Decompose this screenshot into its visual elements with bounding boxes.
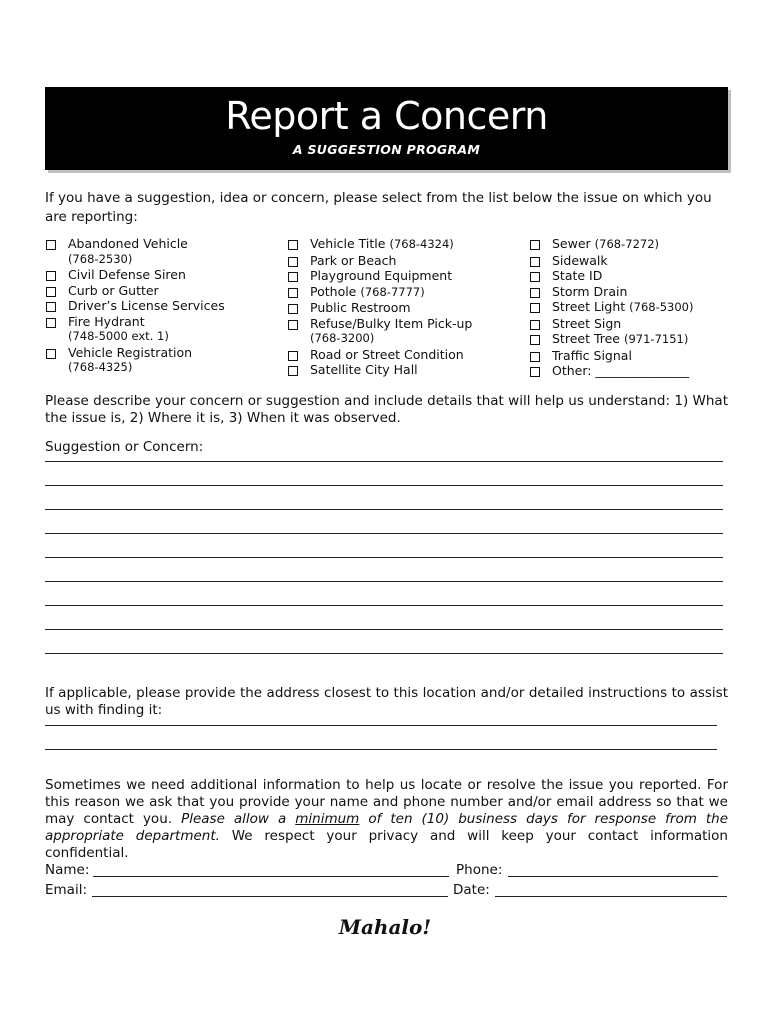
- issue-label-text: Fire Hydrant: [68, 313, 145, 329]
- checkbox[interactable]: [288, 257, 298, 267]
- issue-option[interactable]: [46, 236, 276, 252]
- issue-option[interactable]: [288, 316, 518, 332]
- issue-option[interactable]: [288, 300, 518, 316]
- privacy-text: We respect your privacy and will keep your contact information confidential.: [45, 828, 728, 861]
- issue-label-text: Public Restroom: [310, 300, 411, 315]
- suggestion-line[interactable]: [45, 605, 723, 606]
- suggestion-line[interactable]: [45, 461, 723, 462]
- issue-option[interactable]: [530, 363, 740, 379]
- issue-option[interactable]: [46, 283, 276, 299]
- issue-label-text: Park or Beach: [310, 252, 397, 268]
- info-minimum: minimum: [295, 811, 360, 827]
- closing-text: Mahalo!: [338, 915, 432, 939]
- contact-info-paragraph: [45, 777, 728, 862]
- issue-label-text: Street Tree: [552, 331, 620, 346]
- issue-column-2: [288, 236, 518, 378]
- issue-option[interactable]: [530, 268, 740, 284]
- issue-label-text: Other: _______________: [552, 363, 690, 378]
- address-line[interactable]: [45, 749, 717, 750]
- issue-label-text: Storm Drain: [552, 283, 628, 299]
- issue-label-text: Street Light: [552, 299, 626, 314]
- email-field[interactable]: [92, 896, 448, 897]
- issue-label-text: Vehicle Registration: [68, 344, 193, 360]
- issue-label: [552, 268, 602, 284]
- issue-label: [68, 236, 188, 252]
- issue-label: [68, 267, 186, 283]
- issue-phone: (768-4325): [68, 360, 133, 374]
- checkbox[interactable]: [46, 287, 56, 297]
- issue-option[interactable]: [288, 253, 518, 269]
- info-allow-b: of ten (10) business days for response from the appropriate department.: [45, 811, 729, 844]
- suggestion-line[interactable]: [45, 485, 723, 486]
- checkbox[interactable]: [46, 271, 56, 281]
- checkbox[interactable]: [288, 272, 298, 282]
- issue-phone: (768-3200): [310, 331, 375, 345]
- checkbox[interactable]: [530, 288, 540, 298]
- issue-label-text: Vehicle Title: [310, 236, 386, 251]
- address-prompt: If applicable, please provide the address closest to this location and/or detailed instructions to assist us with finding it:: [45, 685, 728, 718]
- issue-label-text: Street Sign: [552, 315, 622, 331]
- checkbox[interactable]: [46, 318, 56, 328]
- issue-label-text: Satellite City Hall: [310, 362, 418, 377]
- issue-label-text: Playground Equipment: [310, 268, 453, 283]
- describe-instructions: Please describe your concern or suggestion and include details that will help us understand: 1) What the issue is, 2) Where it is, 3) When it was observed.: [45, 393, 728, 426]
- checkbox[interactable]: [288, 304, 298, 314]
- issue-label-text: Driver’s License Services: [68, 298, 225, 313]
- checkbox[interactable]: [530, 367, 540, 377]
- checkbox[interactable]: [530, 335, 540, 345]
- checkbox[interactable]: [530, 352, 540, 362]
- issue-option[interactable]: [46, 314, 276, 330]
- checkbox[interactable]: [46, 302, 56, 312]
- checkbox[interactable]: [288, 366, 298, 376]
- issue-option[interactable]: [530, 236, 740, 253]
- issue-label: [68, 283, 159, 299]
- issue-option[interactable]: [288, 236, 518, 253]
- issue-phone: (748-5000 ext. 1): [68, 329, 169, 343]
- issue-label: [310, 300, 411, 316]
- issue-phone: (768-5300): [629, 300, 694, 314]
- suggestion-line[interactable]: [45, 653, 723, 654]
- issue-label: [310, 347, 464, 363]
- issue-phone: (768-2530): [68, 251, 133, 266]
- issue-label-text: Sewer: [552, 236, 591, 251]
- issue-option[interactable]: [530, 299, 740, 316]
- issue-label: [552, 284, 627, 300]
- issue-label-text: Curb or Gutter: [68, 282, 159, 298]
- info-text: Sometimes we need additional information to help us locate or resolve the issue you reported. For this reason we ask that you provide your name and phone number and/or email address so that we may contact you.: [45, 777, 728, 827]
- address-line[interactable]: [45, 725, 717, 726]
- date-field[interactable]: [495, 896, 727, 897]
- issue-option[interactable]: [530, 253, 740, 269]
- issue-label-text: Pothole: [310, 283, 357, 299]
- issue-option[interactable]: [530, 331, 740, 348]
- name-label: Name:: [45, 862, 90, 878]
- issue-label-text: Road or Street Condition: [310, 346, 464, 362]
- issue-option[interactable]: [288, 362, 518, 378]
- issue-label: [68, 314, 145, 330]
- checkbox[interactable]: [530, 240, 540, 250]
- issue-label-text: Refuse/Bulky Item Pick-up: [310, 315, 473, 331]
- suggestion-line[interactable]: [45, 581, 723, 582]
- issue-label: [552, 331, 688, 348]
- suggestion-line[interactable]: [45, 509, 723, 510]
- checkbox[interactable]: [288, 288, 298, 298]
- checkbox[interactable]: [46, 349, 56, 359]
- issue-column-3: [530, 236, 740, 379]
- issue-label: [552, 363, 689, 379]
- email-label: Email:: [45, 882, 88, 898]
- issue-option[interactable]: [288, 284, 518, 301]
- issue-phone: (768-7272): [594, 237, 660, 251]
- issue-option[interactable]: [46, 345, 276, 361]
- issue-label: [310, 316, 472, 332]
- issue-label: [552, 299, 693, 316]
- header-banner: [45, 87, 728, 170]
- checkbox[interactable]: [530, 320, 540, 330]
- issue-option[interactable]: [46, 267, 276, 283]
- date-label: Date:: [453, 882, 490, 898]
- checkbox[interactable]: [530, 303, 540, 313]
- issue-label: [310, 253, 396, 269]
- checkbox[interactable]: [288, 320, 298, 330]
- issue-label: [310, 284, 425, 301]
- issue-label-text: Civil Defense Siren: [68, 267, 186, 282]
- issue-label: [552, 253, 608, 269]
- issue-phone: (768-7777): [360, 284, 425, 299]
- issue-option[interactable]: [530, 316, 740, 332]
- issue-option[interactable]: [288, 347, 518, 363]
- issue-label-text: Sidewalk: [552, 252, 608, 268]
- suggestion-line[interactable]: [45, 629, 723, 630]
- issue-label: [310, 236, 454, 253]
- issue-label: [68, 298, 225, 314]
- checkbox[interactable]: [288, 240, 298, 250]
- issue-option[interactable]: [530, 284, 740, 300]
- issue-phone: (768-4324): [389, 237, 454, 251]
- issue-label-text: State ID: [552, 268, 603, 283]
- checkbox[interactable]: [46, 240, 56, 250]
- intro-text: If you have a suggestion, idea or concern, please select from the list below the issue on which you are reporting:: [45, 190, 712, 225]
- issue-label: [552, 316, 621, 332]
- issue-label: [310, 362, 418, 378]
- checkbox[interactable]: [288, 351, 298, 361]
- issue-label: [552, 348, 632, 364]
- phone-label: Phone:: [456, 862, 503, 878]
- suggestion-line[interactable]: [45, 557, 723, 558]
- checkbox[interactable]: [530, 272, 540, 282]
- issue-option[interactable]: [46, 298, 276, 314]
- issue-label-text: Abandoned Vehicle: [68, 236, 188, 251]
- issue-label-text: Traffic Signal: [552, 347, 632, 363]
- issue-option[interactable]: [530, 348, 740, 364]
- issue-label: [68, 345, 192, 361]
- issue-phone: (971-7151): [623, 332, 689, 346]
- issue-column-1: [46, 236, 276, 376]
- issue-option[interactable]: [288, 268, 518, 284]
- issue-label: [552, 236, 659, 253]
- suggestion-label: Suggestion or Concern:: [45, 439, 204, 455]
- suggestion-line[interactable]: [45, 533, 723, 534]
- info-allow-a: Please allow a: [181, 811, 296, 827]
- page-title: Report a Concern: [225, 94, 548, 138]
- issue-label: [310, 268, 452, 284]
- name-field[interactable]: [93, 876, 449, 877]
- checkbox[interactable]: [530, 257, 540, 267]
- page-subtitle: A SUGGESTION PROGRAM: [292, 142, 481, 157]
- phone-field[interactable]: [508, 876, 718, 877]
